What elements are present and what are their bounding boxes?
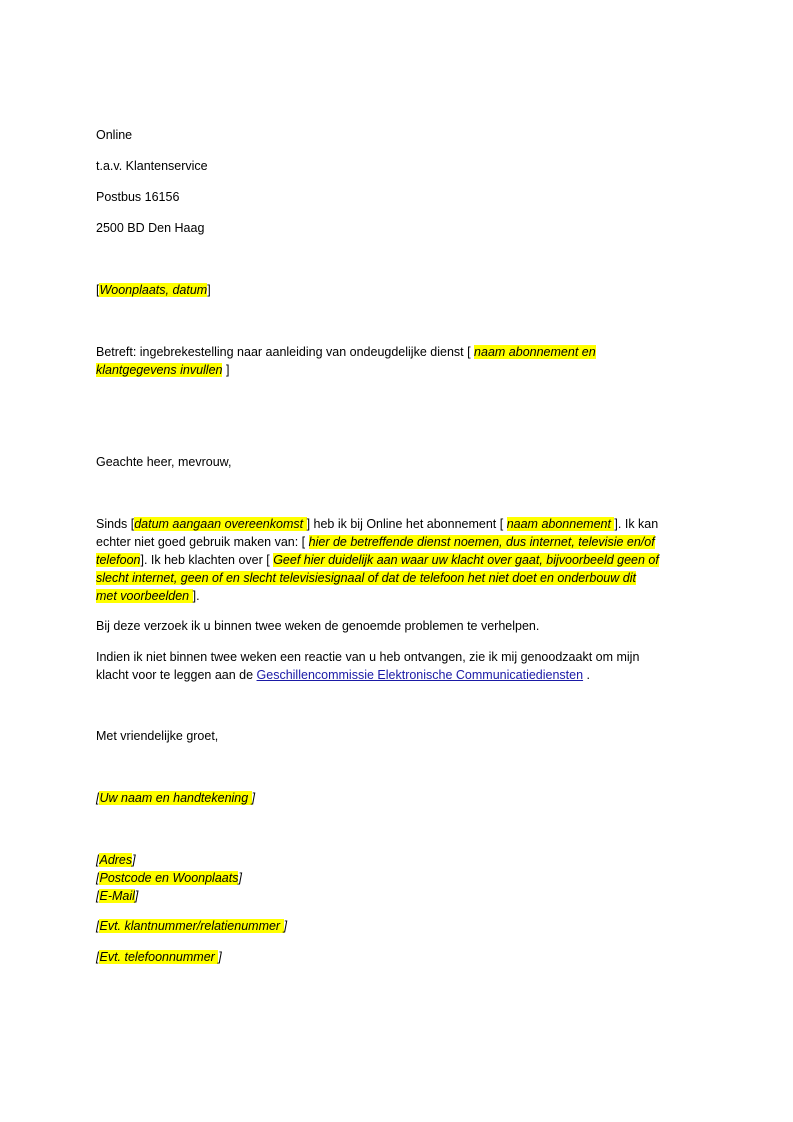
bracket-open: [ [96,919,100,933]
bracket-open: [ [96,871,100,885]
service-placeholder: hier de betreffende dienst noemen, dus internet, televisie en/of [308,535,655,549]
paragraph-1-line-1 [96,515,658,533]
sender-name [96,789,255,807]
place-date [96,281,211,299]
sender-address [96,851,136,869]
bracket-open: [ [96,283,100,297]
phone-placeholder: Evt. telefoonnummer [99,950,219,964]
text-segment: ]. Ik heb klachten over [ [140,553,274,567]
geschillencommissie-link[interactable]: Geschillencommissie Elektronische Communicatiediensten [256,668,584,682]
bracket-open: [ [96,791,100,805]
subject-line-2 [96,361,229,379]
complaint-placeholder-end: met voorbeelden [96,589,193,603]
recipient-company: Online [96,128,133,142]
subject-placeholder-2: klantgegevens invullen [96,363,223,377]
bracket-close: ] [251,791,256,805]
text-segment: . [583,668,591,682]
bracket-open: [ [96,889,100,903]
bracket-close: ] [283,919,288,933]
text-segment: Sinds [ [96,517,135,531]
paragraph-3-line-2 [96,666,590,684]
paragraph-1-line-4 [96,569,636,587]
paragraph-2: Bij deze verzoek ik u binnen twee weken de genoemde problemen te verhelpen. [96,619,540,633]
name-placeholder: Uw naam en handtekening [99,791,252,805]
recipient-postal-city: 2500 BD Den Haag [96,221,205,235]
sender-customer-number [96,917,287,935]
bracket-close: ] [134,889,139,903]
postcode-city-placeholder: Postcode en Woonplaats [99,871,239,885]
subject-line-1 [96,343,596,361]
address-placeholder: Adres [99,853,133,867]
paragraph-1-line-3 [96,551,659,569]
bracket-close: ] [207,283,211,297]
complaint-placeholder: Geef hier duidelijk aan waar uw klacht over gaat, bijvoorbeeld geen of [273,553,659,567]
sender-phone [96,948,222,966]
paragraph-1-line-5 [96,587,200,605]
recipient-attention: t.a.v. Klantenservice [96,159,208,173]
text-segment: ]. [192,589,200,603]
closing: Met vriendelijke groet, [96,729,219,743]
sender-email [96,887,138,905]
email-placeholder: E-Mail [99,889,135,903]
place-date-placeholder: Woonplaats, datum [99,283,208,297]
subscription-placeholder: naam abonnement [506,517,615,531]
bracket-open: [ [96,950,100,964]
bracket-close: ] [132,853,136,867]
text-segment: echter niet goed gebruik maken van: [ [96,535,309,549]
customer-number-placeholder: Evt. klantnummer/relatienummer [99,919,284,933]
bracket-close: ] [222,363,230,377]
sender-postcode-city [96,869,242,887]
recipient-pobox: Postbus 16156 [96,190,180,204]
subject-text: Betreft: ingebrekestelling naar aanleiding van ondeugdelijke dienst [ [96,345,475,359]
text-segment: ] heb ik bij Online het abonnement [ [306,517,507,531]
bracket-close: ] [238,871,242,885]
bracket-close: ] [218,950,222,964]
contract-date-placeholder: datum aangaan overeenkomst [134,517,307,531]
complaint-placeholder-cont: slecht internet, geen of en slecht televisiesignaal of dat de telefoon het niet doet en onderbouw dit [96,571,636,585]
text-segment: klacht voor te leggen aan de [96,668,257,682]
salutation: Geachte heer, mevrouw, [96,455,232,469]
paragraph-1-line-2 [96,533,655,551]
text-segment: ]. Ik kan [614,517,659,531]
subject-placeholder-1: naam abonnement en [474,345,596,359]
bracket-open: [ [96,853,100,867]
service-placeholder-cont: telefoon [96,553,141,567]
paragraph-3-line-1: Indien ik niet binnen twee weken een reactie van u heb ontvangen, zie ik mij genoodzaakt om mijn [96,650,640,664]
